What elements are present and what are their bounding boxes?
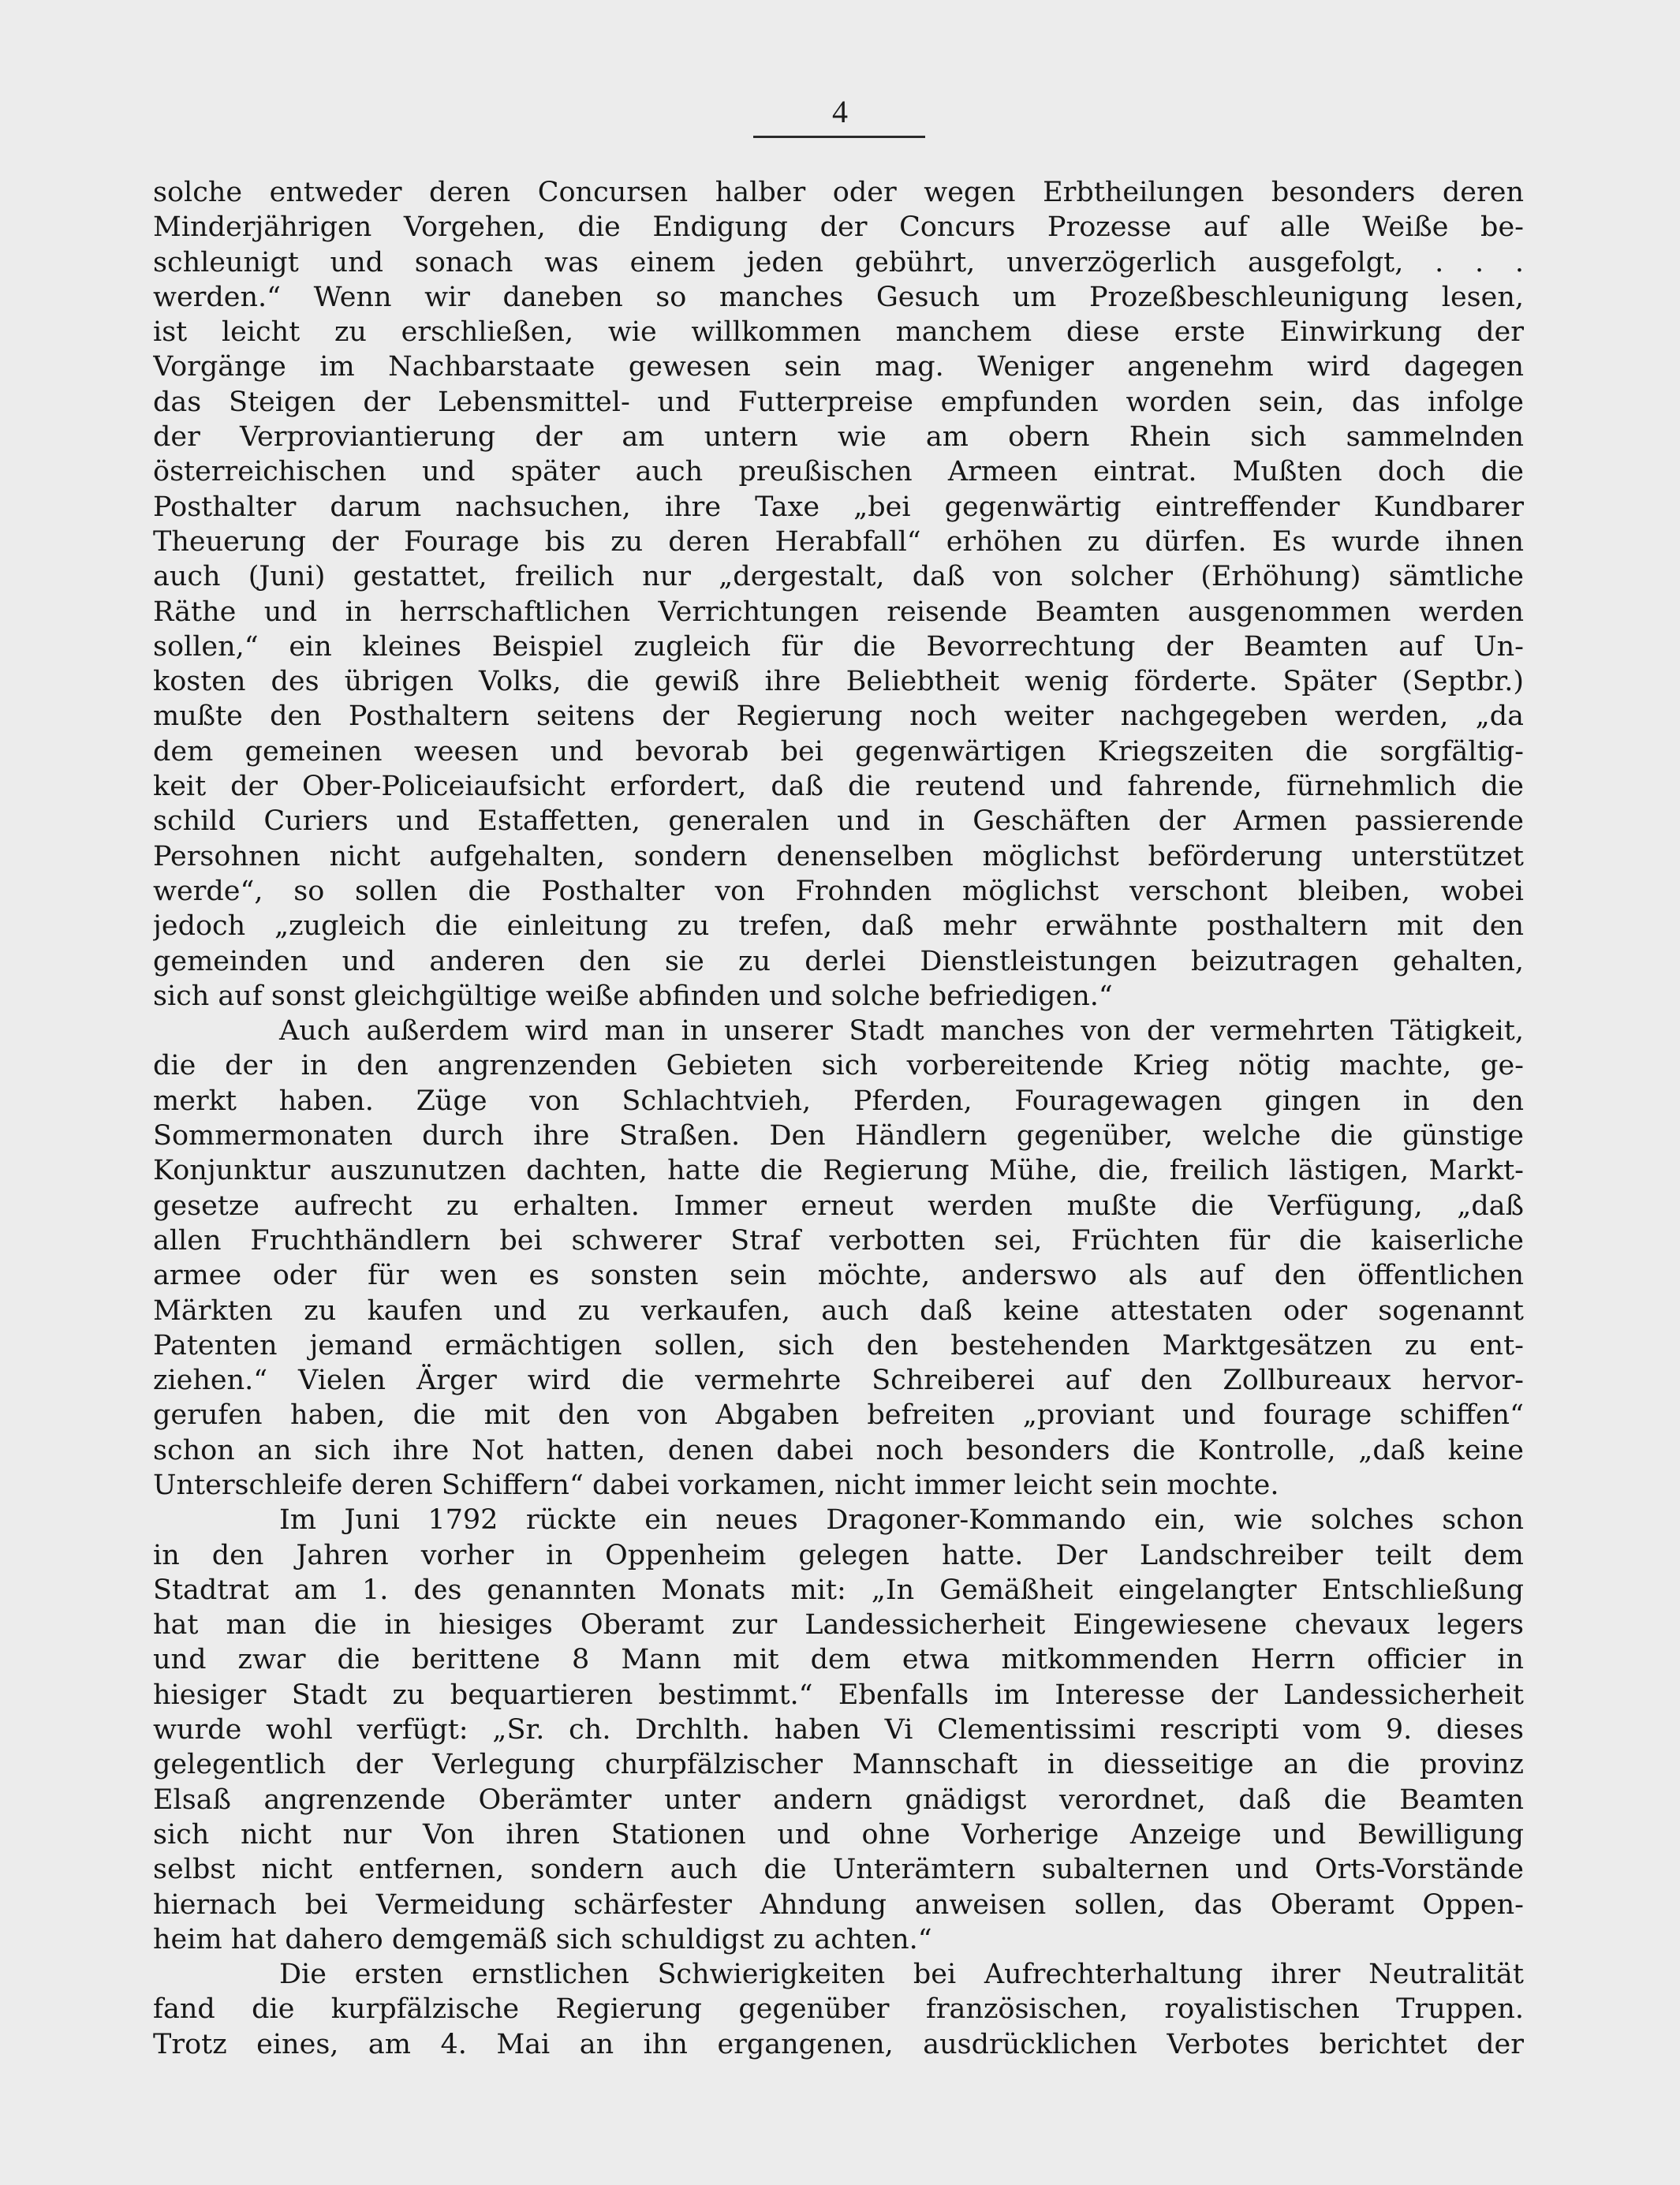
text-line: gemeinden und anderen den sie zu derlei Dienstleistungen beizutragen gehalten, [153, 945, 1524, 977]
text-line: sich nicht nur Von ihren Stationen und ohne Vorherige Anzeige und Bewilligung [153, 1818, 1524, 1851]
text-line: hiesiger Stadt zu bequartieren bestimmt.“ Ebenfalls im Interesse der Landessicherheit [153, 1679, 1524, 1711]
text-line: Posthalter darum nachsuchen, ihre Taxe „bei gegenwärtig eintreffender Kundbarer [153, 491, 1524, 523]
text-line: keit der Ober-Policeiaufsicht erfordert, daß die reutend und fahrende, fürnehmlich die [153, 771, 1524, 803]
text-line: mußte den Posthaltern seitens der Regierung noch weiter nachgegeben werden, „da [153, 700, 1524, 733]
text-line: Trotz eines, am 4. Mai an ihn ergangenen, ausdrücklichen Verbotes berichtet der [153, 2028, 1524, 2060]
text-line: Patenten jemand ermächtigen sollen, sich den bestehenden Marktgesätzen zu ent- [153, 1329, 1524, 1361]
text-line: Unterschleife deren Schiffern“ dabei vorkamen, nicht immer leicht sein mochte. [153, 1469, 1279, 1501]
text-line: gerufen haben, die mit den von Abgaben befreiten „proviant und fourage schiffen“ [153, 1399, 1524, 1432]
text-line: schon an sich ihre Not hatten, denen dabei noch besonders die Kontrolle, „daß keine [153, 1434, 1524, 1466]
text-line: kosten des übrigen Volks, die gewiß ihre Beliebtheit wenig förderte. Später (Septbr.) [153, 666, 1524, 698]
text-line: ziehen.“ Vielen Ärger wird die vermehrte Schreiberei auf den Zollbureaux hervor- [153, 1365, 1524, 1397]
text-line: Stadtrat am 1. des genannten Monats mit: „In Gemäßheit eingelangter Entschließung [153, 1574, 1524, 1606]
text-line: auch (Juni) gestattet, freilich nur „dergestalt, daß von solcher (Erhöhung) sämtliche [153, 561, 1524, 593]
text-line: Räthe und in herrschaftlichen Verrichtungen reisende Beamten ausgenommen werden [153, 596, 1524, 628]
text-line: gesetze aufrecht zu erhalten. Immer erneut werden mußte die Verfügung, „daß [153, 1190, 1524, 1222]
text-line: das Steigen der Lebensmittel- und Futterpreise empfunden worden sein, das infolge [153, 386, 1524, 418]
text-line: allen Fruchthändlern bei schwerer Straf verbotten sei, Früchten für die kaiserliche [153, 1224, 1524, 1257]
text-line: hiernach bei Vermeidung schärfester Ahndung anweisen sollen, das Oberamt Oppen- [153, 1888, 1524, 1921]
text-line: in den Jahren vorher in Oppenheim gelegen hatte. Der Landschreiber teilt dem [153, 1539, 1524, 1571]
text-line: jedoch „zugleich die einleitung zu trefen, daß mehr erwähnte posthaltern mit den [153, 910, 1524, 943]
text-line: sollen,“ ein kleines Beispiel zugleich für die Bevorrechtung der Beamten auf Un- [153, 630, 1524, 663]
text-line: Die ersten ernstlichen Schwierigkeiten bei Aufrechterhaltung ihrer Neutralität [279, 1959, 1524, 1991]
text-line: Auch außerdem wird man in unserer Stadt manches von der vermehrten Tätigkeit, [279, 1015, 1524, 1048]
text-line: selbst nicht entfernen, sondern auch die Unterämtern subalternen und Orts-Vorstände [153, 1854, 1524, 1886]
text-line: Persohnen nicht aufgehalten, sondern denenselben möglichst beförderung unterstützet [153, 840, 1524, 872]
text-line: Märkten zu kaufen und zu verkaufen, auch daß keine attestaten oder sogenannt [153, 1294, 1524, 1327]
text-line: solche entweder deren Concursen halber oder wegen Erbtheilungen besonders deren [153, 177, 1524, 208]
body-text [153, 175, 1524, 2062]
text-line: Sommermonaten durch ihre Straßen. Den Händlern gegenüber, welche die günstige [153, 1120, 1524, 1152]
text-line: schild Curiers und Estaffetten, generalen und in Geschäften der Armen passierende [153, 805, 1524, 838]
text-line: Im Juni 1792 rückte ein neues Dragoner-Kommando ein, wie solches schon [279, 1504, 1524, 1537]
text-line: merkt haben. Züge von Schlachtvieh, Pferden, Fouragewagen gingen in den [153, 1085, 1524, 1117]
text-line: fand die kurpfälzische Regierung gegenüber französischen, royalistischen Truppen. [153, 1993, 1524, 2026]
text-line: dem gemeinen weesen und bevorab bei gegenwärtigen Kriegszeiten die sorgfältig- [153, 735, 1524, 768]
header-rule [753, 136, 925, 138]
text-line: werde“, so sollen die Posthalter von Frohnden möglichst verschont bleiben, wobei [153, 875, 1524, 907]
text-line: Minderjährigen Vorgehen, die Endigung der Concurs Prozesse auf alle Weiße be- [153, 211, 1524, 244]
text-line: wurde wohl verfügt: „Sr. ch. Drchlth. haben Vi Clementissimi rescripti vom 9. dieses [153, 1714, 1524, 1746]
text-line: gelegentlich der Verlegung churpfälzischer Mannschaft in diesseitige an die provinz [153, 1749, 1524, 1781]
text-line: die der in den angrenzenden Gebieten sich vorbereitende Krieg nötig machte, ge- [153, 1050, 1524, 1082]
text-line: hat man die in hiesiges Oberamt zur Landessicherheit Eingewiesene chevaux legers [153, 1609, 1524, 1642]
text-line: Elsaß angrenzende Oberämter unter andern gnädigst verordnet, daß die Beamten [153, 1783, 1524, 1816]
text-line: Konjunktur auszunutzen dachten, hatte die Regierung Mühe, die, freilich lästigen, Markt- [153, 1155, 1524, 1187]
text-line: und zwar die berittene 8 Mann mit dem etwa mitkommenden Herrn officier in [153, 1644, 1524, 1676]
page-number: 4 [832, 94, 848, 129]
text-line: schleunigt und sonach was einem jeden gebührt, unverzögerlich ausgefolgt, . . . [153, 246, 1524, 278]
text-line: sich auf sonst gleichgültige weiße abfinden und solche befriedigen.“ [153, 980, 1113, 1012]
text-line: Theuerung der Fourage bis zu deren Herabfall“ erhöhen zu dürfen. Es wurde ihnen [153, 525, 1524, 558]
text-line: armee oder für wen es sonsten sein möchte, anderswo als auf den öffentlichen [153, 1260, 1524, 1292]
text-line: österreichischen und später auch preußischen Armeen eintrat. Mußten doch die [153, 456, 1524, 488]
text-line: Vorgänge im Nachbarstaate gewesen sein mag. Weniger angenehm wird dagegen [153, 351, 1524, 383]
text-line: der Verproviantierung der am untern wie am obern Rhein sich sammelnden [153, 421, 1524, 454]
text-line: heim hat dahero demgemäß sich schuldigst zu achten.“ [153, 1923, 932, 1955]
text-line: ist leicht zu erschließen, wie willkommen manchem diese erste Einwirkung der [153, 316, 1524, 349]
text-line: werden.“ Wenn wir daneben so manches Gesuch um Prozeßbeschleunigung lesen, [153, 281, 1524, 313]
